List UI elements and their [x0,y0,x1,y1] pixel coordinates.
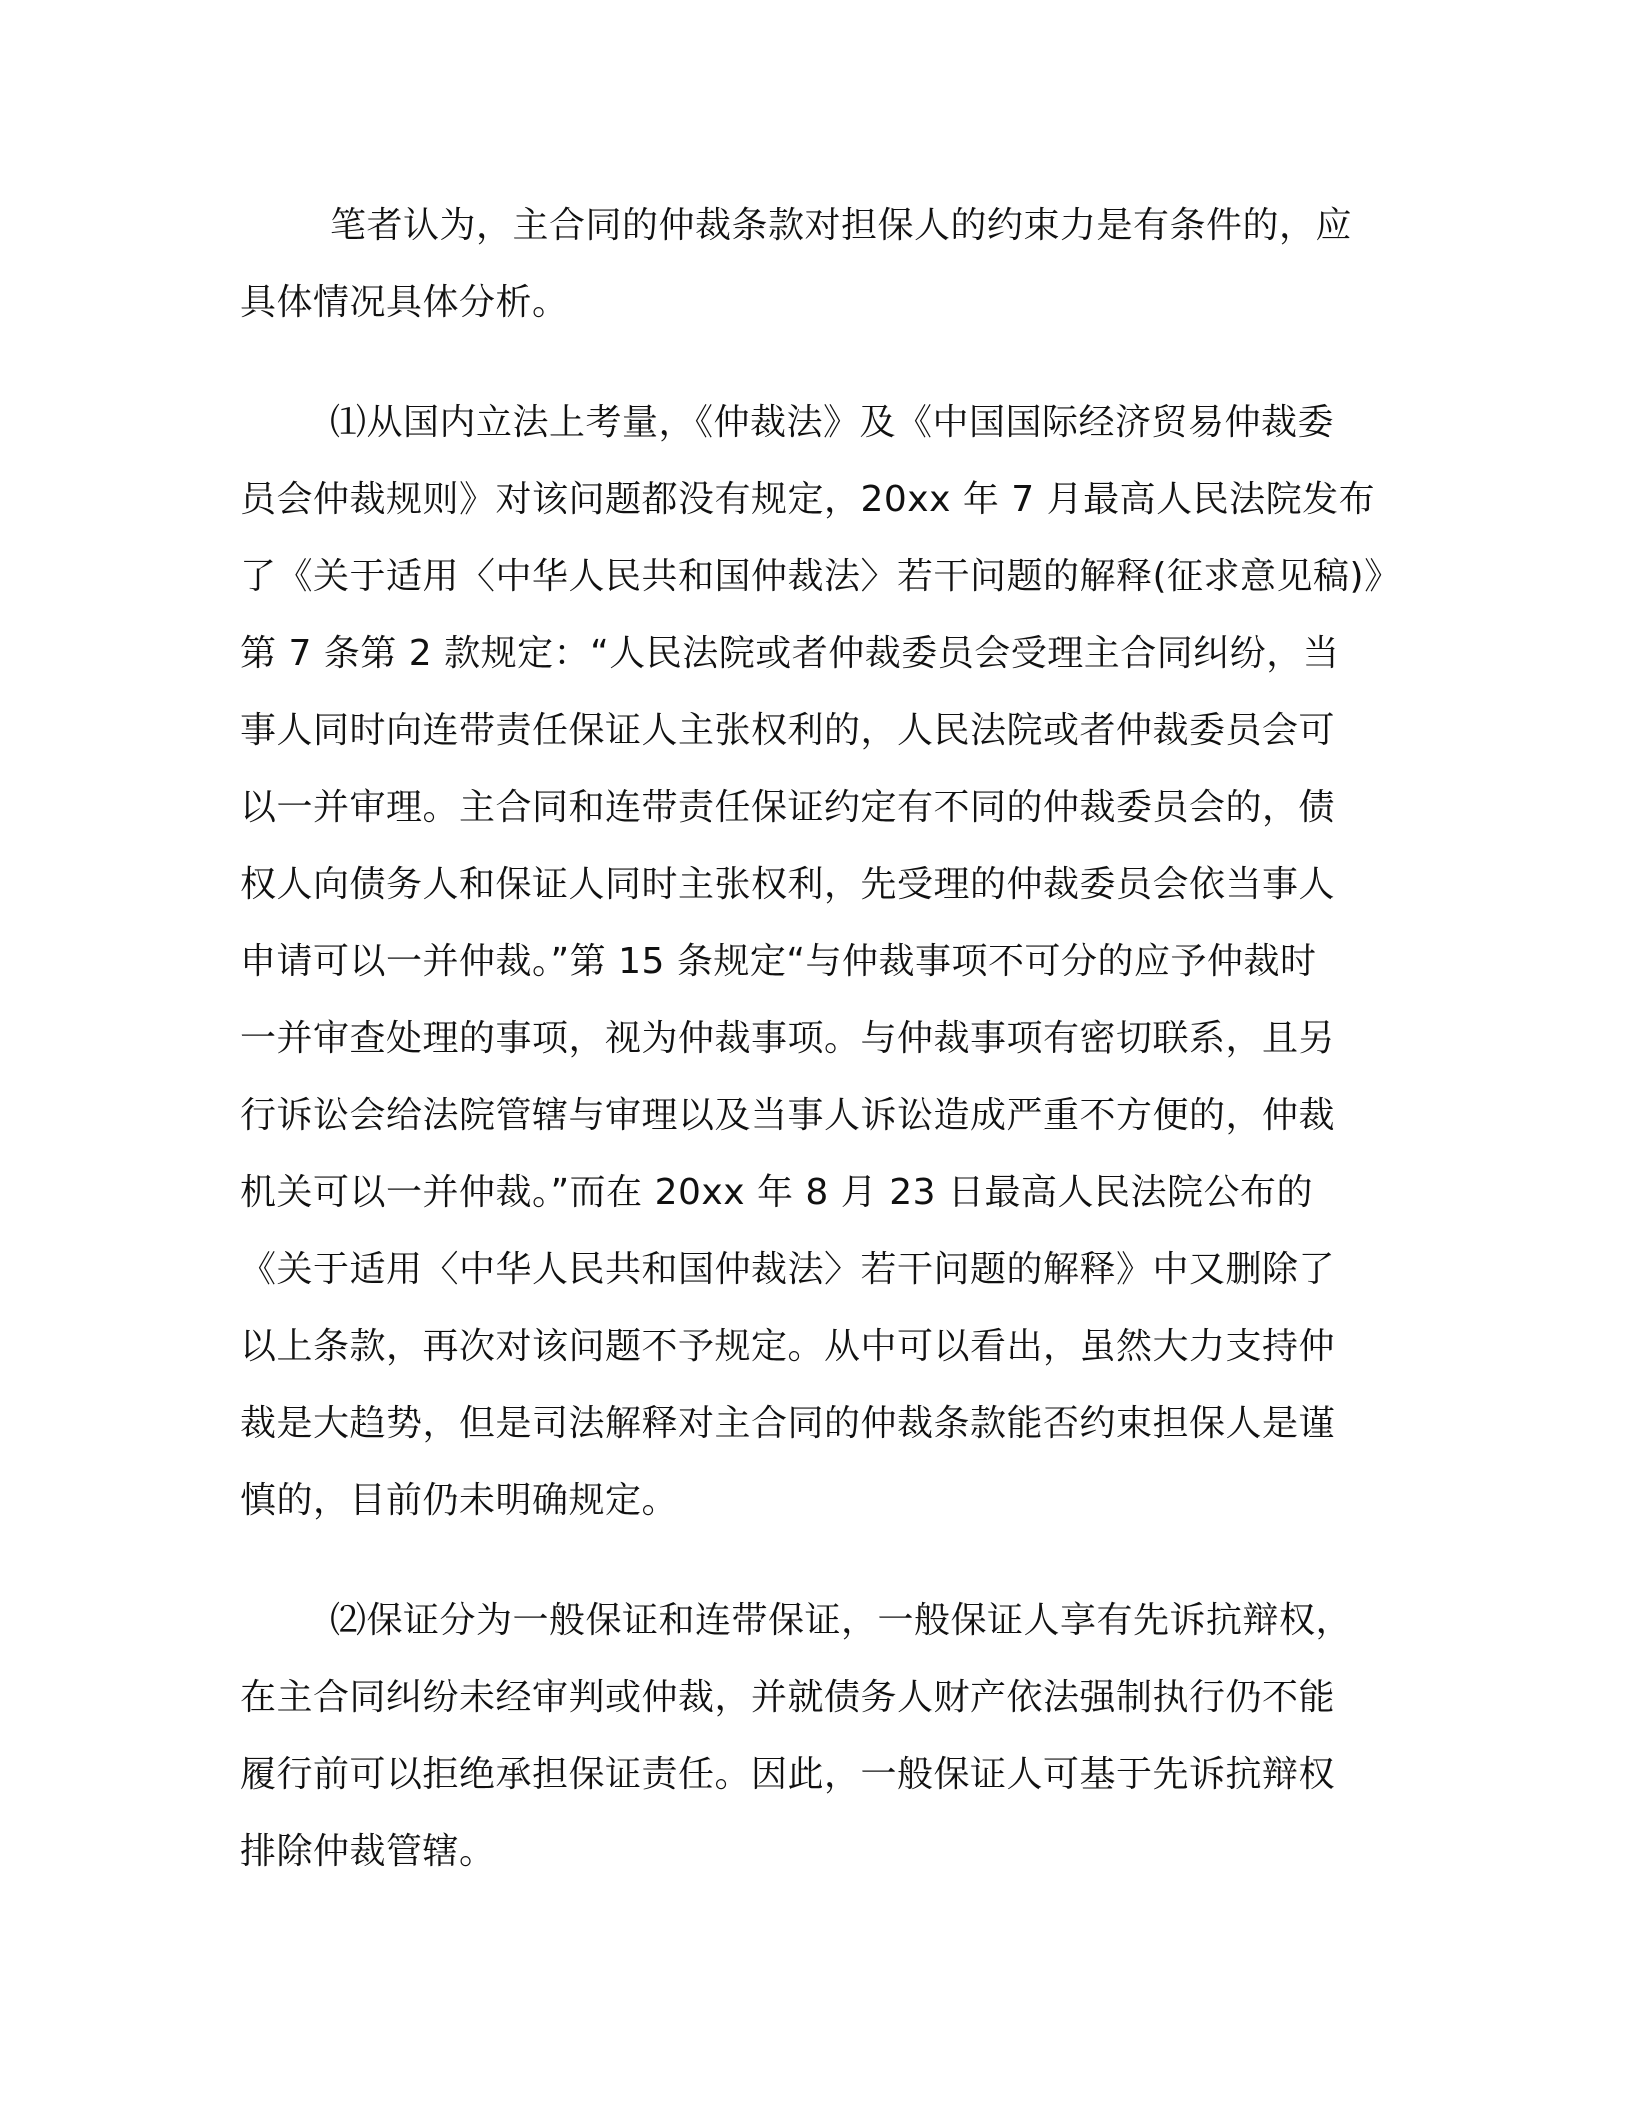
text-line: 履行前可以拒绝承担保证责任。因此，一般保证人可基于先诉抗辩权 [240,1754,1336,1795]
text-line: 员会仲裁规则》对该问题都没有规定，20xx 年 7 月最高人民法院发布 [240,479,1376,520]
document-body [240,187,1401,1890]
text-line: 机关可以一并仲裁。”而在 20xx 年 8 月 23 日最高人民法院公布的 [240,1172,1313,1213]
text-line: 一并审查处理的事项，视为仲裁事项。与仲裁事项有密切联系，且另 [240,1018,1336,1059]
text-line: 申请可以一并仲裁。”第 15 条规定“与仲裁事项不可分的应予仲裁时 [240,941,1317,982]
text-line: 《关于适用〈中华人民共和国仲裁法〉若干问题的解释》中又删除了 [240,1249,1336,1290]
text-line: 事人同时向连带责任保证人主张权利的，人民法院或者仲裁委员会可 [240,710,1336,751]
text-line: 在主合同纠纷未经审判或仲裁，并就债务人财产依法强制执行仍不能 [240,1677,1336,1718]
text-line: 了《关于适用〈中华人民共和国仲裁法〉若干问题的解释(征求意见稿)》 [240,556,1401,597]
text-line: ⑵保证分为一般保证和连带保证，一般保证人享有先诉抗辩权， [330,1600,1353,1641]
text-line: 裁是大趋势，但是司法解释对主合同的仲裁条款能否约束担保人是谨 [240,1403,1336,1444]
text-line: 以上条款，再次对该问题不予规定。从中可以看出，虽然大力支持仲 [240,1326,1336,1367]
text-line: 排除仲裁管辖。 [240,1831,496,1872]
text-line: 第 7 条第 2 款规定：“人民法院或者仲裁委员会受理主合同纠纷，当 [240,633,1340,674]
paragraph-conclusion [240,187,1380,341]
text-line: 慎的，目前仍未明确规定。 [240,1480,679,1521]
paragraph-guarantee-types [240,1582,1380,1890]
text-line: 行诉讼会给法院管辖与审理以及当事人诉讼造成严重不方便的，仲裁 [240,1095,1336,1136]
text-line: 笔者认为，主合同的仲裁条款对担保人的约束力是有条件的，应 [330,205,1353,246]
paragraph-domestic-legislation [240,384,1401,1539]
text-line: 具体情况具体分析。 [240,282,569,323]
text-line: ⑴从国内立法上考量，《仲裁法》及《中国国际经济贸易仲裁委 [330,402,1335,443]
text-line: 权人向债务人和保证人同时主张权利，先受理的仲裁委员会依当事人 [240,864,1336,905]
text-line: 以一并审理。主合同和连带责任保证约定有不同的仲裁委员会的，债 [240,787,1336,828]
